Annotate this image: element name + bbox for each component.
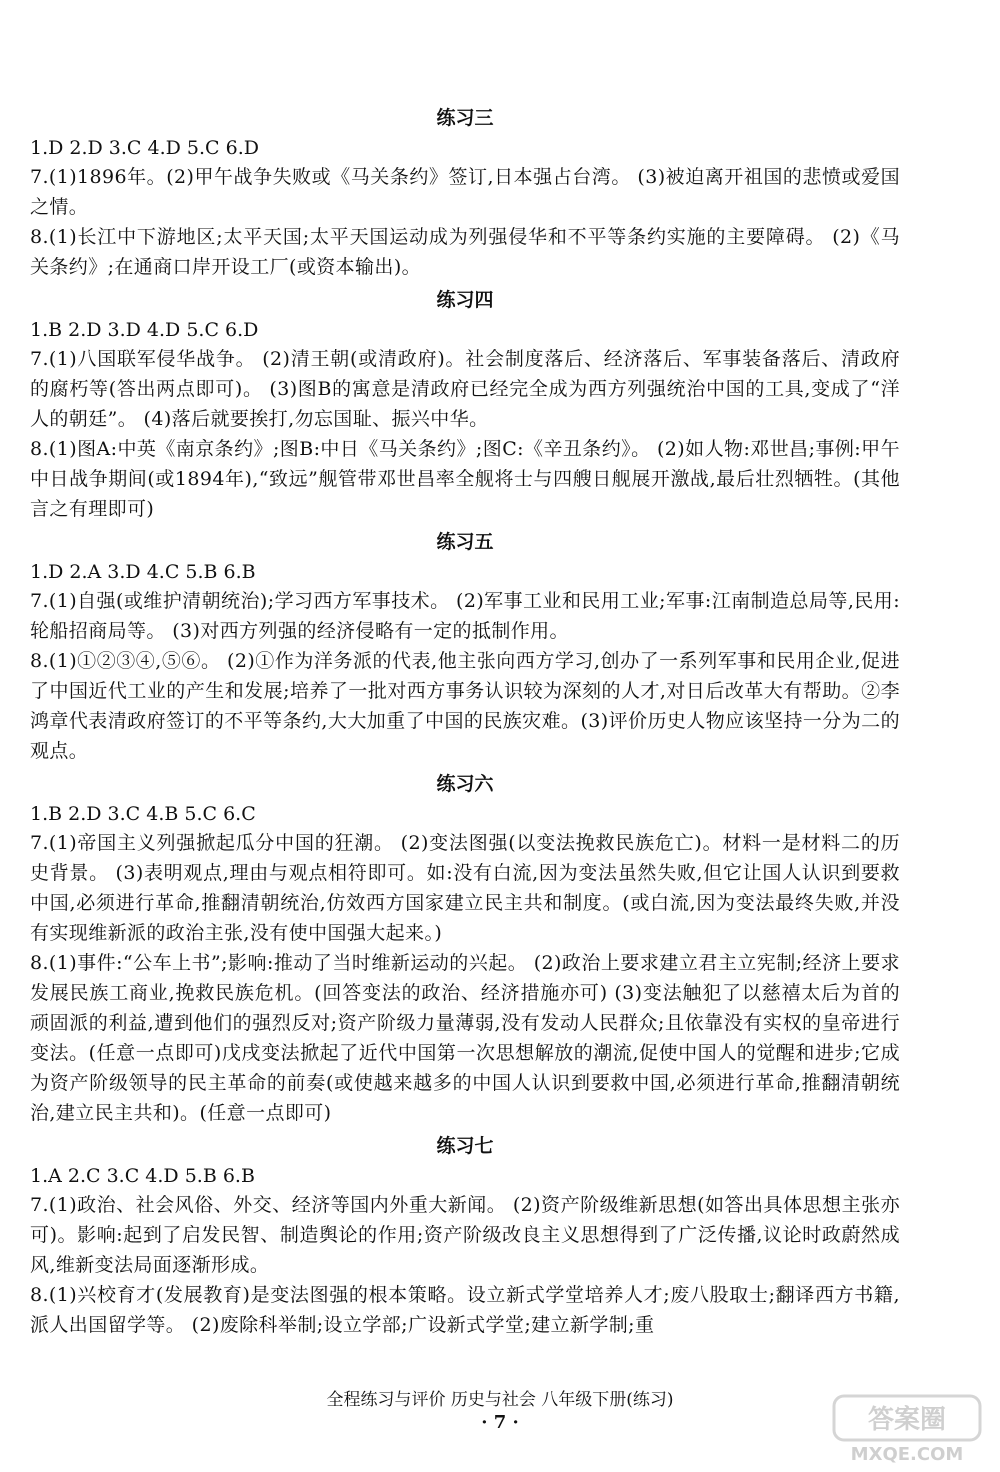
watermark-title: 答案圈 [867,1405,947,1435]
answer-paragraph: 7.(1)1896年。(2)甲午战争失败或《马关条约》签订,日本强占台湾。 (3)被迫离开祖国的悲愤或爱国之情。 [30,166,900,218]
section-title: 练习三 [436,107,494,129]
section-title: 练习七 [436,1135,494,1157]
answer-paragraph: 8.(1)图A:中英《南京条约》;图B:中日《马关条约》;图C:《辛丑条约》。 (2)如人物:邓世昌;事例:甲午中日战争期间(或1894年),“致远”舰管带邓世昌率全舰将士与四艘日舰展开激战,最后壮烈牺牲。(其他言之有理即可) [30,438,900,520]
watermark-url: MXQE.COM [850,1444,964,1465]
watermark-logo [832,1394,982,1466]
section-title: 练习四 [436,289,494,311]
section-exercise-4 [30,286,900,524]
multiple-choice-answers: 1.B 2.D 3.D 4.D 5.C 6.D [30,319,259,341]
multiple-choice-answers: 1.D 2.D 3.C 4.D 5.C 6.D [30,137,259,159]
answer-paragraph: 7.(1)帝国主义列强掀起瓜分中国的狂潮。 (2)变法图强(以变法挽救民族危亡)。材料一是材料二的历史背景。 (3)表明观点,理由与观点相符即可。如:没有白流,因为变法虽然失败,但它让国人认识到要救中国,必须进行革命,推翻清朝统治,仿效西方国家建立民主共和制度。(或白流,因为变法最终失败,并没有实现维新派的政治主张,没有使中国强大起来。) [30,832,900,944]
answer-paragraph: 8.(1)长江中下游地区;太平天国;太平天国运动成为列强侵华和不平等条约实施的主要障碍。 (2)《马关条约》;在通商口岸开设工厂(或资本输出)。 [30,226,900,278]
section-exercise-7 [30,1132,900,1340]
page-number: · 7 · [481,1412,519,1433]
section-exercise-6 [30,770,900,1128]
section-title: 练习五 [436,531,494,553]
answer-paragraph: 7.(1)政治、社会风俗、外交、经济等国内外重大新闻。 (2)资产阶级维新思想(如答出具体思想主张亦可)。影响:起到了启发民智、制造舆论的作用;资产阶级改良主义思想得到了广泛传播,议论时政蔚然成风,维新变法局面逐渐形成。 [30,1194,900,1276]
answer-paragraph: 8.(1)兴校育才(发展教育)是变法图强的根本策略。设立新式学堂培养人才;废八股取士;翻译西方书籍,派人出国留学等。 (2)废除科举制;设立学部;广设新式学堂;建立新学制;重 [30,1284,900,1336]
section-exercise-3 [30,104,900,282]
answer-paragraph: 7.(1)自强(或维护清朝统治);学习西方军事技术。 (2)军事工业和民用工业;军事:江南制造总局等,民用:轮船招商局等。 (3)对西方列强的经济侵略有一定的抵制作用。 [30,590,900,642]
answer-paragraph: 7.(1)八国联军侵华战争。 (2)清王朝(或清政府)。社会制度落后、经济落后、军事装备落后、清政府的腐朽等(答出两点即可)。 (3)图B的寓意是清政府已经完全成为西方列强统治中国的工具,变成了“洋人的朝廷”。 (4)落后就要挨打,勿忘国耻、振兴中华。 [30,348,900,430]
section-title: 练习六 [436,773,494,795]
answer-page-body [30,100,900,1340]
multiple-choice-answers: 1.D 2.A 3.D 4.C 5.B 6.B [30,561,256,583]
answer-paragraph: 8.(1)事件:“公车上书”;影响:推动了当时维新运动的兴起。 (2)政治上要求建立君主立宪制;经济上要求发展民族工商业,挽救民族危机。(回答变法的政治、经济措施亦可) (3)变法触犯了以慈禧太后为首的顽固派的利益,遭到他们的强烈反对;资产阶级力量薄弱,没有发动人民群众;且依靠没有实权的皇帝进行变法。(任意一点即可)戊戌变法掀起了近代中国第一次思想解放的潮流,促使中国人的觉醒和进步;它成为资产阶级领导的民主革命的前奏(或使越来越多的中国人认识到要救中国,必须进行革命,推翻清朝统治,建立民主共和)。(任意一点即可) [30,952,900,1124]
multiple-choice-answers: 1.B 2.D 3.C 4.B 5.C 6.C [30,803,256,825]
section-exercise-5 [30,528,900,766]
answer-paragraph: 8.(1)①②③④,⑤⑥。 (2)①作为洋务派的代表,他主张向西方学习,创办了一系列军事和民用企业,促进了中国近代工业的产生和发展;培养了一批对西方事务认识较为深刻的人才,对日后改革大有帮助。②李鸿章代表清政府签订的不平等条约,大大加重了中国的民族灾难。(3)评价历史人物应该坚持一分为二的观点。 [30,650,900,762]
multiple-choice-answers: 1.A 2.C 3.C 4.D 5.B 6.B [30,1165,255,1187]
book-footer: 全程练习与评价 历史与社会 八年级下册(练习) [326,1390,674,1410]
